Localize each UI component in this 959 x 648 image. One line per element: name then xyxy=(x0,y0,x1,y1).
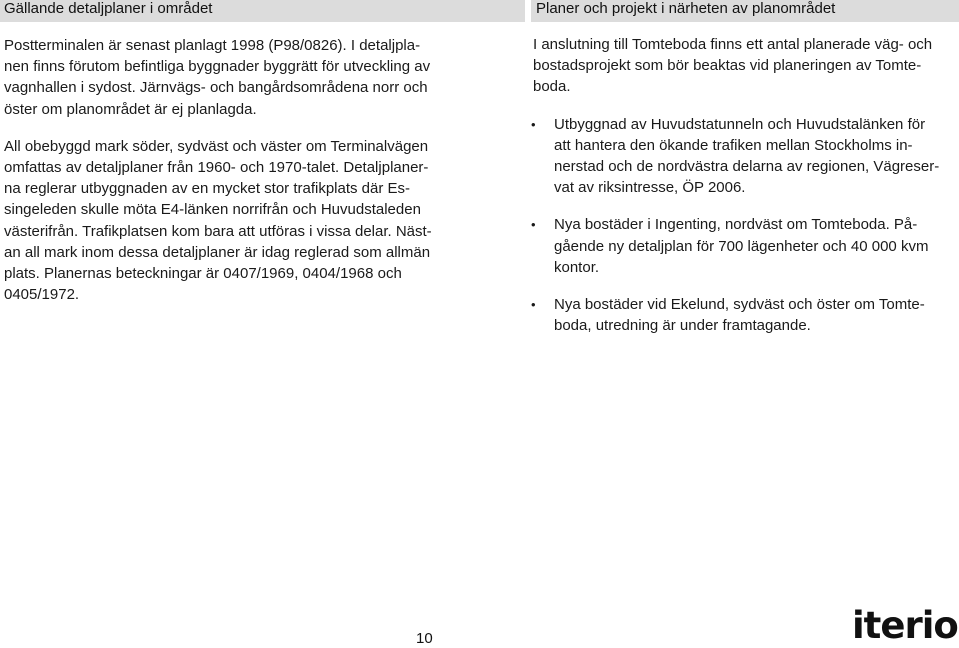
text-line: na reglerar utbyggnaden av en mycket stor trafikplats där Es- xyxy=(4,180,411,198)
paragraph-postterminal xyxy=(4,35,450,120)
left-section-heading: Gällande detaljplaner i området xyxy=(0,0,525,22)
text-line: All obebyggd mark söder, sydväst och väster om Terminalvägen xyxy=(4,137,429,155)
bullet-icon: • xyxy=(531,116,536,132)
page-number: 10 xyxy=(416,630,433,647)
text-line: öster om planområdet är ej planlagda. xyxy=(4,100,257,118)
paragraph-unbuilt-land xyxy=(4,136,450,306)
text-line: boda, utredning är under framtagande. xyxy=(554,317,811,335)
text-line: nen finns förutom befintliga byggnader byggrätt för utveckling av xyxy=(4,58,431,76)
paragraph-intro xyxy=(533,34,953,98)
text-line: boda. xyxy=(533,78,571,96)
text-line: 0405/1972. xyxy=(4,286,80,304)
text-line: gående ny detaljplan för 700 lägenheter och 40 000 kvm xyxy=(554,237,929,255)
text-line: Nya bostäder vid Ekelund, sydväst och öster om Tomte- xyxy=(554,296,925,314)
left-column xyxy=(4,35,450,305)
text-line: bostadsprojekt som bör beaktas vid planeringen av Tomte- xyxy=(533,57,922,75)
bullet-item-ekelund xyxy=(533,294,953,336)
text-line: plats. Planernas beteckningar är 0407/1969, 0404/1968 och xyxy=(4,265,402,283)
text-line: vagnhallen i sydost. Järnvägs- och bangårdsområdena norr och xyxy=(4,79,428,97)
right-column xyxy=(533,34,953,336)
text-line: singeleden skulle möta E4-länken norrifrån och Huvudstaleden xyxy=(4,201,421,219)
text-line: an all mark inom dessa detaljplaner är idag reglerad som allmän xyxy=(4,243,431,261)
text-line: vat av riksintresse, ÖP 2006. xyxy=(554,179,746,197)
bullet-item-ingenting xyxy=(533,214,953,278)
text-line: Utbyggnad av Huvudstatunneln och Huvudstalänken för xyxy=(554,115,926,133)
text-line: I anslutning till Tomteboda finns ett antal planerade väg- och xyxy=(533,36,933,53)
bullet-item-huvudstatunneln xyxy=(533,114,953,199)
text-line: Nya bostäder i Ingenting, nordväst om Tomteboda. På- xyxy=(554,216,918,234)
bullet-icon: • xyxy=(531,217,536,233)
text-line: västerifrån. Trafikplatsen kom bara att utföras i vissa delar. Näst- xyxy=(4,222,432,240)
text-line: nerstad och de nordvästra delarna av regionen, Vägreser- xyxy=(554,158,940,176)
text-line: att hantera den ökande trafiken mellan Stockholms in- xyxy=(554,136,913,154)
text-line: Postterminalen är senast planlagt 1998 (P98/0826). I detaljpla- xyxy=(4,37,421,54)
bullet-icon: • xyxy=(531,297,536,313)
text-line: kontor. xyxy=(554,258,600,276)
text-line: omfattas av detaljplaner från 1960- och 1970-talet. Detaljplaner- xyxy=(4,159,429,177)
iterio-logo: iterio xyxy=(852,604,958,647)
right-section-heading: Planer och projekt i närheten av planområdet xyxy=(531,0,959,22)
